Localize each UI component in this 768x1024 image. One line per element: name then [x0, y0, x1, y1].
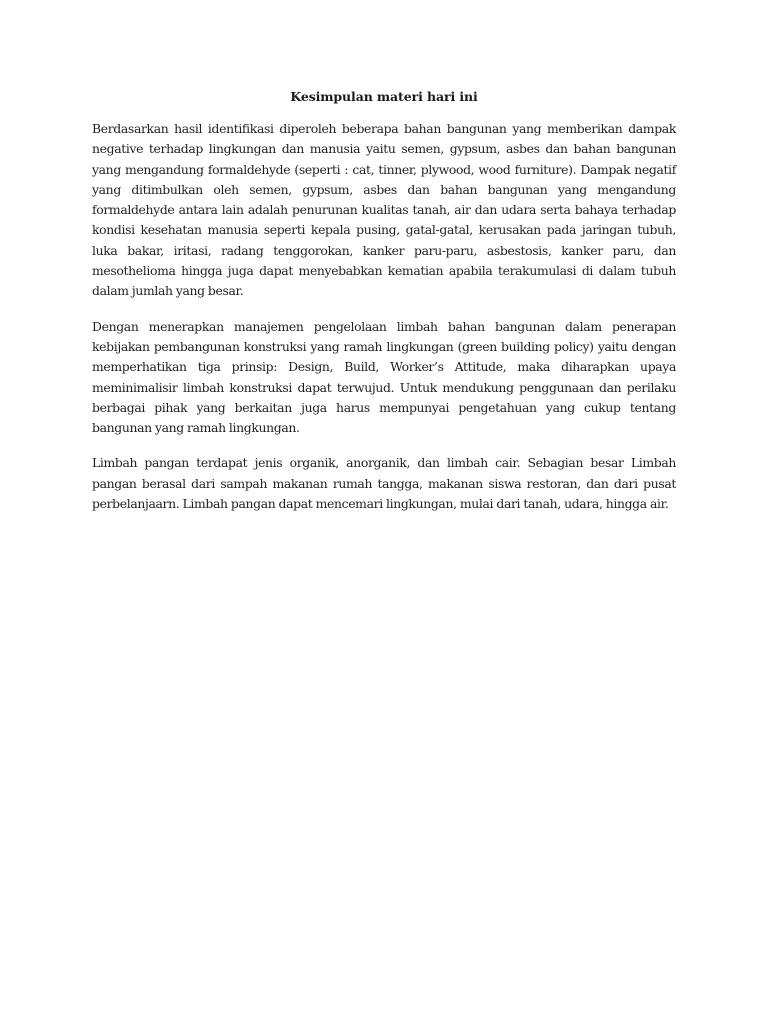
- paragraph-building-materials-impact: Berdasarkan hasil identifikasi diperoleh beberapa bahan bangunan yang memberikan dampak negative terhadap lingkungan dan manusia yaitu semen, gypsum, asbes dan bahan bangunan yang mengandung formaldehyde (seperti : cat, tinner, plywood, wood furniture). Dampak negatif yang ditimbulkan oleh semen, gypsum, asbes dan bahan bangunan yang mengandung formaldehyde antara lain adalah penurunan kualitas tanah, air dan udara serta bahaya terhadap kondisi kesehatan manusia seperti kepala pusing, gatal-gatal, kerusakan pada jaringan tubuh, luka bakar, iritasi, radang tenggorokan, kanker paru-paru, asbestosis, kanker paru, dan mesothelioma hingga juga dapat menyebabkan kematian apabila terakumulasi di dalam tubuh dalam jumlah yang besar.: [92, 121, 676, 299]
- paragraph-construction-waste-management: Dengan menerapkan manajemen pengelolaan limbah bahan bangunan dalam penerapan kebijakan pembangunan konstruksi yang ramah lingkungan (green building policy) yaitu dengan memperhatikan tiga prinsip: Design, Build, Worker’s Attitude, maka diharapkan upaya meminimalisir limbah konstruksi dapat terwujud. Untuk mendukung penggunaan dan perilaku berbagai pihak yang berkaitan juga harus mempunyai pengetahuan yang cukup tentang bangunan yang ramah lingkungan.: [92, 318, 676, 436]
- paragraph-food-waste: Limbah pangan terdapat jenis organik, anorganik, dan limbah cair. Sebagian besar Limbah pangan berasal dari sampah makanan rumah tangga, makanan siswa restoran, dan dari pusat perbelanjaarn. Limbah pangan dapat mencemari lingkungan, mulai dari tanah, udara, hingga air.: [92, 455, 676, 512]
- document-title: Kesimpulan materi hari ini: [290, 89, 478, 104]
- document-body: [92, 119, 676, 529]
